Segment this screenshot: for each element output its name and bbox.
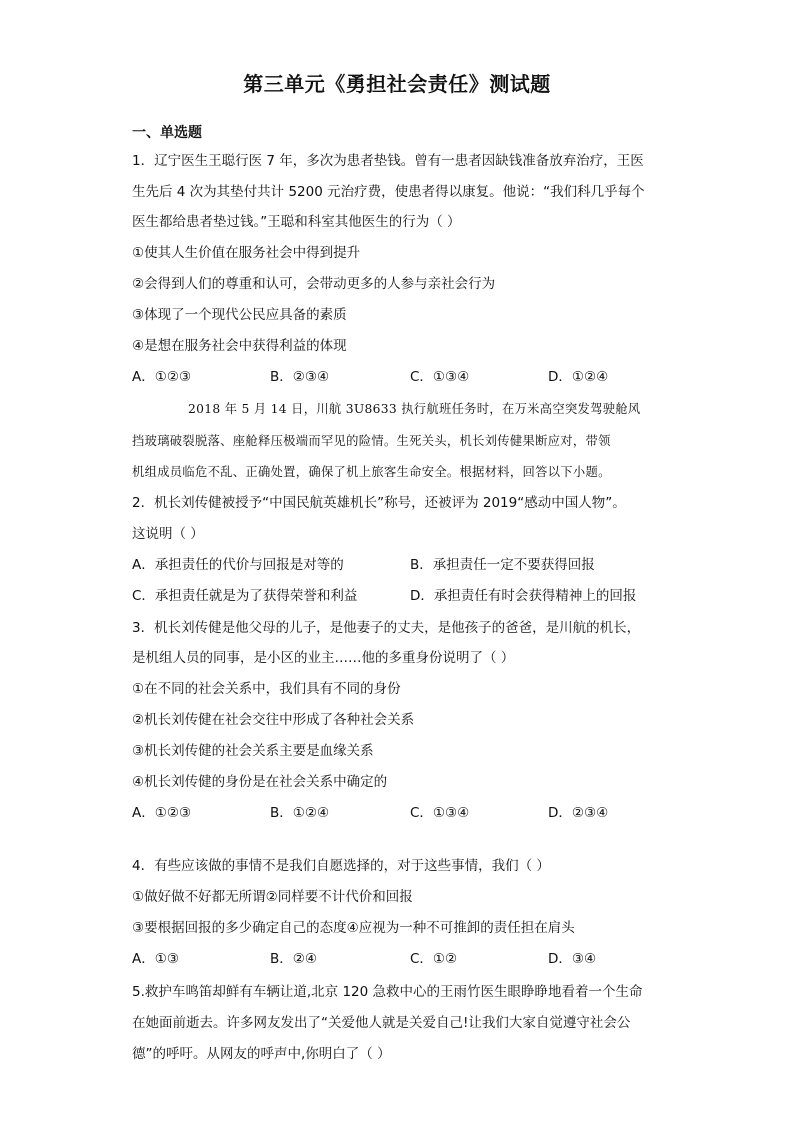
q3-item: ②机长刘传健在社会交往中形成了各种社会关系 <box>132 712 415 728</box>
q2-option-c[interactable]: C．承担责任就是为了获得荣誉和利益 <box>132 588 358 604</box>
q5-stem-line: 在她面前逝去。许多网友发出了“关爱他人就是关爱自己!让我们大家自觉遵守社会公 <box>132 1015 631 1031</box>
q3-stem-line: 3．机长刘传健是他父母的儿子，是他妻子的丈夫，是他孩子的爸爸，是川航的机长， <box>132 620 641 636</box>
q3-stem-line: 是机组人员的同事，是小区的业主……他的多重身份说明了（ ） <box>132 650 515 666</box>
q1-item: ②会得到人们的尊重和认可，会带动更多的人参与亲社会行为 <box>132 276 496 292</box>
material-line: 2018 年 5 月 14 日，川航 3U8633 执行航班任务时，在万米高空突发驾驶舱风 <box>188 402 641 416</box>
q1-option-b[interactable]: B．②③④ <box>270 369 330 385</box>
q1-stem-line: 生先后 4 次为其垫付共计 5200 元治疗费，使患者得以康复。他说：“我们科几乎每个 <box>132 184 645 200</box>
q3-option-b[interactable]: B．①②④ <box>270 805 330 821</box>
q3-item: ③机长刘传健的社会关系主要是血缘关系 <box>132 743 374 759</box>
q3-option-d[interactable]: D．②③④ <box>548 805 609 821</box>
q4-option-a[interactable]: A．①③ <box>132 951 179 967</box>
q2-option-b[interactable]: B．承担责任一定不要获得回报 <box>410 557 595 573</box>
section-heading: 一、单选题 <box>132 125 202 141</box>
q1-stem-line: 医生都给患者垫过钱。”王聪和科室其他医生的行为（ ） <box>132 214 461 230</box>
q4-stem-line: 4．有些应该做的事情不是我们自愿选择的，对于这些事情，我们（ ） <box>132 858 550 874</box>
q2-option-d[interactable]: D．承担责任有时会获得精神上的回报 <box>410 588 637 604</box>
q4-option-d[interactable]: D．③④ <box>548 951 597 967</box>
q1-option-d[interactable]: D．①②④ <box>548 369 609 385</box>
q2-stem-line: 这说明（ ） <box>132 526 204 542</box>
q4-item: ③要根据回报的多少确定自己的态度④应视为一种不可推卸的责任担在肩头 <box>132 920 575 936</box>
page-title: 第三单元《勇担社会责任》测试题 <box>243 72 551 96</box>
q1-option-a[interactable]: A．①②③ <box>132 369 192 385</box>
q2-stem-line: 2．机长刘传健被授予“中国民航英雄机长”称号，还被评为 2019“感动中国人物”。 <box>132 495 626 511</box>
q5-stem-line: 5.救护车鸣笛却鲜有车辆让道,北京 120 急救中心的王雨竹医生眼睁睁地看着一个生命 <box>132 984 643 1000</box>
q3-item: ④机长刘传健的身份是在社会关系中确定的 <box>132 774 388 790</box>
q1-stem-line: 1．辽宁医生王聪行医 7 年，多次为患者垫钱。曾有一患者因缺钱准备放弃治疗，王医 <box>132 153 644 169</box>
material-line: 挡玻璃破裂脱落、座舱释压极端而罕见的险情。生死关头，机长刘传健果断应对，带领 <box>132 434 611 448</box>
material-line: 机组成员临危不乱、正确处置，确保了机上旅客生命安全。根据材料，回答以下小题。 <box>132 465 611 479</box>
q1-item: ④是想在服务社会中获得利益的体现 <box>132 338 347 354</box>
q1-item: ③体现了一个现代公民应具备的素质 <box>132 307 347 323</box>
q4-option-c[interactable]: C．①② <box>410 951 458 967</box>
q4-option-b[interactable]: B．②④ <box>270 951 317 967</box>
q3-option-c[interactable]: C．①③④ <box>410 805 470 821</box>
q1-item: ①使其人生价值在服务社会中得到提升 <box>132 245 361 261</box>
q5-stem-line: 德”的呼吁。从网友的呼声中,你明白了（ ） <box>132 1046 391 1062</box>
q3-option-a[interactable]: A．①②③ <box>132 805 192 821</box>
q2-option-a[interactable]: A．承担责任的代价与回报是对等的 <box>132 557 344 573</box>
q3-item: ①在不同的社会关系中，我们具有不同的身份 <box>132 681 401 697</box>
q4-item: ①做好做不好都无所谓②同样要不计代价和回报 <box>132 889 413 905</box>
q1-option-c[interactable]: C．①③④ <box>410 369 470 385</box>
